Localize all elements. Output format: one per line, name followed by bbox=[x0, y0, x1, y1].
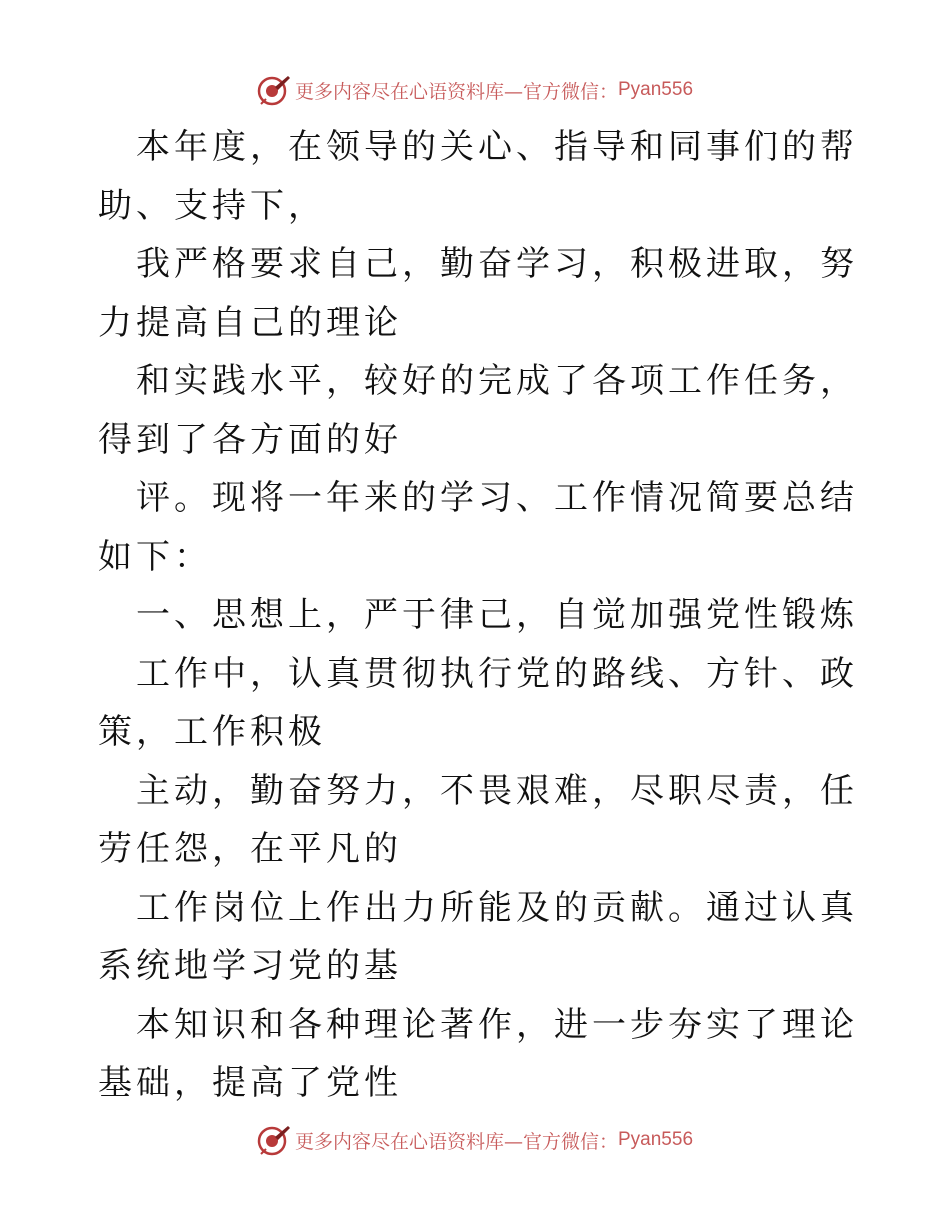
pen-logo-icon bbox=[257, 1123, 291, 1157]
banner-contact: Pyan556 bbox=[618, 79, 694, 100]
paragraph: 工作中，认真贯彻执行党的路线、方针、政策，工作积极 bbox=[98, 653, 858, 752]
pen-logo-icon bbox=[257, 73, 291, 107]
document-body bbox=[98, 118, 858, 1113]
paragraph: 本知识和各种理论著作，进一步夯实了理论基础，提高了党性 bbox=[98, 1004, 858, 1103]
header-banner bbox=[0, 70, 950, 110]
section-heading: 一、思想上，严于律己，自觉加强党性锻炼 bbox=[136, 595, 858, 635]
paragraph: 评。现将一年来的学习、工作情况简要总结如下： bbox=[98, 478, 858, 577]
footer-banner bbox=[0, 1120, 950, 1160]
paragraph: 本年度，在领导的关心、指导和同事们的帮助、支持下， bbox=[98, 127, 858, 226]
banner-text: 更多内容尽在心语资料库—官方微信： bbox=[294, 1130, 618, 1153]
banner-text: 更多内容尽在心语资料库—官方微信： bbox=[294, 80, 618, 103]
paragraph: 工作岗位上作出力所能及的贡献。通过认真系统地学习党的基 bbox=[98, 887, 858, 986]
paragraph: 我严格要求自己，勤奋学习，积极进取，努力提高自己的理论 bbox=[98, 244, 858, 343]
banner-contact: Pyan556 bbox=[618, 1129, 694, 1150]
paragraph: 和实践水平，较好的完成了各项工作任务，得到了各方面的好 bbox=[98, 361, 858, 460]
paragraph: 主动，勤奋努力，不畏艰难，尽职尽责，任劳任怨，在平凡的 bbox=[98, 770, 858, 869]
